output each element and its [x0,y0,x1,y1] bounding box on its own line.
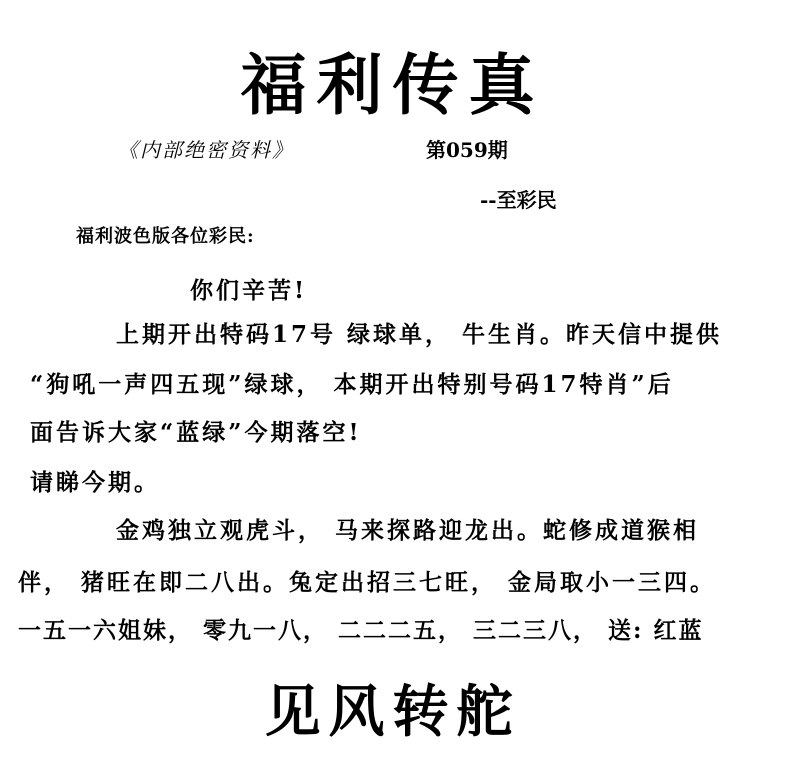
body-line-6: 伴， 猪旺在即二八出。兔定出招三七旺， 金局取小一三四。 [18,569,717,596]
addressee-line: 福利波色版各位彩民: [76,226,255,247]
body-line-3: 面告诉大家“蓝绿”今期落空! [30,419,362,446]
body-line-1: 上期开出特码17号 绿球单， 牛生肖。昨天信中提供 [116,321,723,348]
body-line-7: 一五一六姐妹， 零九一八， 二二二五， 三二三八， 送: 红蓝 [18,617,704,644]
body-line-4: 请睇今期。 [30,469,160,496]
sender-line: --至彩民 [480,188,557,212]
document-subtitle: 《内部绝密资料》 [118,138,294,162]
greeting-line: 你们辛苦! [190,277,308,304]
page-title: 福利传真 [240,46,545,124]
footer-slogan: 见风转舵 [264,679,521,745]
body-line-5: 金鸡独立观虎斗， 马来探路迎龙出。蛇修成道猴相 [116,517,700,544]
body-line-2: “狗吼一声四五现”绿球， 本期开出特别号码17特肖”后 [30,371,674,398]
issue-number: 第059期 [426,138,508,162]
